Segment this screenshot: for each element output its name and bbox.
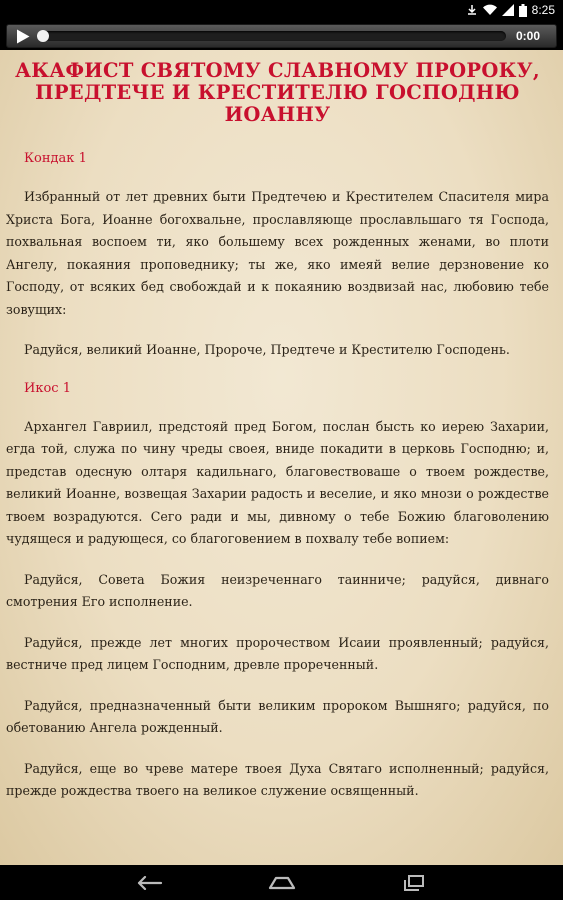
- paragraph: Радуйся, предназначенный быти великим пророком Вышняго; радуйся, по обетованию Ангела рожденный.: [6, 697, 549, 735]
- battery-icon: [519, 4, 527, 17]
- status-bar: [0, 0, 563, 20]
- signal-icon: [502, 4, 514, 16]
- download-icon: [466, 4, 478, 16]
- section-heading-ikos: Икос 1: [24, 380, 71, 396]
- section-heading-kontakion: Кондак 1: [24, 151, 87, 166]
- recents-button[interactable]: [394, 868, 434, 898]
- home-icon: [268, 876, 296, 890]
- paragraph: Радуйся, прежде лет многих пророчеством Исаии проявленный; радуйся, вестниче пред лицем Господним, древле прореченный.: [6, 634, 549, 672]
- back-button[interactable]: [130, 868, 170, 898]
- playback-time: 0:00: [516, 29, 541, 43]
- play-icon: [16, 29, 30, 44]
- audio-player: [6, 24, 557, 48]
- page-title: АКАФИСТ СВЯТОМУ СЛАВНОМУ ПРОРОКУ, ПРЕДТЕЧЕ И КРЕСТИТЕЛЮ ГОСПОДНЮ ИОАННУ: [15, 59, 540, 126]
- status-time: 8:25: [531, 3, 555, 17]
- recents-icon: [403, 875, 425, 891]
- play-button[interactable]: [7, 25, 39, 47]
- akathist-text: [0, 50, 563, 865]
- seek-thumb[interactable]: [37, 30, 49, 42]
- home-button[interactable]: [262, 868, 302, 898]
- paragraph: Избранный от лет древних быти Предтечею и Крестителем Спасителя мира Христа Бога, Иоанне богохвальне, прославляюще прославльшаго тя Господа, похвальная воспоем ти, яко большему всех рожденных женами, во плоти Ангелу, покаяния проповеднику; ты же, яко имеяй велие дерзновение ко Господу, от всяких бед свобождай и к покаянию воздвизай нас, любовию тебе зовущих:: [6, 189, 549, 317]
- paragraph: Радуйся, Совета Божия неизреченнаго таинниче; радуйся, дивнаго смотрения Его исполнение.: [6, 571, 549, 609]
- paragraph: Радуйся, еще во чреве матере твоея Духа Святаго исполненный; радуйся, прежде рождества твоего на великое служение освященный.: [6, 760, 549, 798]
- back-icon: [137, 876, 163, 890]
- navigation-bar: [0, 865, 563, 900]
- paragraph: Архангел Гавриил, предстояй пред Богом, послан бысть ко иерею Захарии, егда той, служа по чину чреды своея, вниде покадити в церковь Господню; и, представ одесную олтаря кадильнаго, благовествоваше о твоем рождестве, великий Иоанне, возвещая Захарии радость и веселие, и яко мнози о рождестве твоем возрадуются. Сего ради и мы, дивному о тебе Божию благоволению чудящеся и радующеся, со благоговением в похвалу тебе вопием:: [6, 418, 549, 546]
- wifi-icon: [483, 4, 497, 16]
- paragraph: Радуйся, великий Иоанне, Пророче, Предтече и Крестителю Господень.: [24, 342, 510, 357]
- seek-bar[interactable]: [41, 31, 506, 41]
